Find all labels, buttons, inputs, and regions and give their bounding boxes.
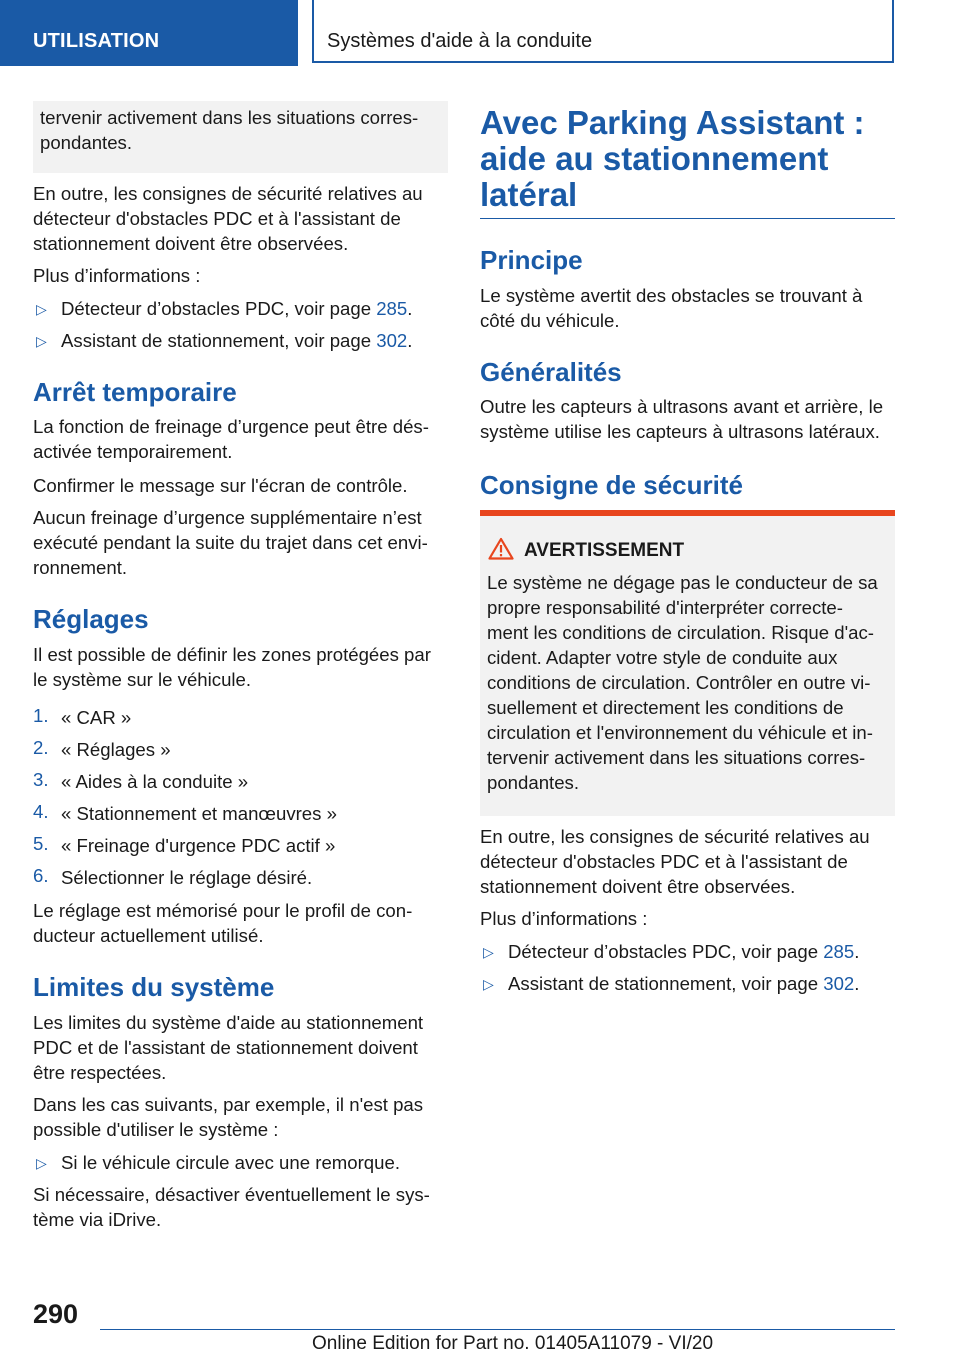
step-text: « Aides à la conduite » [61,771,249,792]
step-number: 5. [33,833,49,854]
paragraph-line: PDC et de l'assistant de stationnement doivent [33,1037,418,1058]
step-text: « Réglages » [61,739,171,760]
paragraph-line: Il est possible de définir les zones protégées par [33,644,431,665]
step-text: « Freinage d'urgence PDC actif » [61,835,336,856]
warning-line: circulation et l'environnement du véhicule et in- [487,722,873,743]
step-text: « Stationnement et manœuvres » [61,803,337,824]
warning-line: pondantes. [487,772,580,793]
step-number: 1. [33,705,49,726]
paragraph-line: activée temporairement. [33,441,233,462]
header-chapter-box [312,0,894,63]
warning-continuation-line: pondantes. [40,132,133,153]
more-info-label: Plus d’informations : [480,908,648,929]
triangle-bullet-icon: ▷ [36,333,47,349]
section-title-line: Avec Parking Assistant : [480,104,865,141]
reference-item [508,939,859,964]
title-underline [480,218,895,219]
footer-rule [100,1329,895,1330]
paragraph-line: système utilise les capteurs à ultrasons latéraux. [480,421,880,442]
reference-end: . [407,330,413,351]
paragraph-line: Dans les cas suivants, par exemple, il n'est pas [33,1094,424,1115]
paragraph-line: Si nécessaire, désactiver éventuellement le sys- [33,1184,430,1205]
step-text: « CAR » [61,707,132,728]
warning-line: Le système ne dégage pas le conducteur de sa [487,572,878,593]
paragraph-line: détecteur d'obstacles PDC et à l'assistant de [33,208,401,229]
chapter-title: Systèmes d'aide à la conduite [327,30,593,52]
reference-text: Détecteur d’obstacles PDC, voir page [508,941,824,962]
warning-line: propre responsabilité d'interpréter correcte- [487,597,843,618]
triangle-bullet-icon: ▷ [36,301,47,317]
bullet-text: Si le véhicule circule avec une remorque. [61,1152,400,1173]
page-link[interactable]: 285 [376,298,408,319]
step-text: Sélectionner le réglage désiré. [61,867,313,888]
paragraph-line: côté du véhicule. [480,310,620,331]
warning-triangle-icon [488,537,514,560]
step-number: 4. [33,801,49,822]
reference-text: Assistant de stationnement, voir page [61,330,377,351]
warning-line: cident. Adapter votre style de conduite aux [487,647,838,668]
section-title-line: aide au stationnement [480,140,829,177]
paragraph-line: détecteur d'obstacles PDC et à l'assistant de [480,851,848,872]
section-title-line: latéral [480,176,578,213]
warning-line: suellement et directement les conditions de [487,697,844,718]
step-number: 2. [33,737,49,758]
reference-item [61,328,412,353]
warning-line: tervenir activement dans les situations corres- [487,747,866,768]
triangle-bullet-icon: ▷ [483,976,494,992]
paragraph-line: possible d'utiliser le système : [33,1119,279,1140]
reference-end: . [854,973,860,994]
reference-item [508,971,859,996]
edition-label: Online Edition for Part no. 01405A11079 - VI/20 [312,1333,714,1354]
reference-text: Assistant de stationnement, voir page [508,973,824,994]
paragraph-line: Aucun freinage d’urgence supplémentaire n’est [33,507,422,528]
paragraph-line: ducteur actuellement utilisé. [33,925,264,946]
paragraph-line: Outre les capteurs à ultrasons avant et arrière, le [480,396,884,417]
triangle-bullet-icon: ▷ [36,1155,47,1171]
warning-line: ment les conditions de circulation. Risque d'ac- [487,622,874,643]
paragraph-line: exécuté pendant la suite du trajet dans cet envi- [33,532,428,553]
warning-title: AVERTISSEMENT [524,540,685,561]
paragraph-line: Le réglage est mémorisé pour le profil de con- [33,900,413,921]
paragraph-line: ronnement. [33,557,128,578]
heading-consigne: Consigne de sécurité [480,470,743,500]
heading-reglages: Réglages [33,604,149,634]
step-number: 3. [33,769,49,790]
more-info-label: Plus d’informations : [33,265,201,286]
paragraph-line: Le système avertit des obstacles se trouvant à [480,285,863,306]
paragraph-line: En outre, les consignes de sécurité relatives au [480,826,870,847]
page-link[interactable]: 302 [376,330,408,351]
reference-end: . [407,298,413,319]
reference-item [61,296,412,321]
header-section-tab [0,0,298,66]
page-link[interactable]: 285 [823,941,855,962]
paragraph-line: tème via iDrive. [33,1209,162,1230]
step-number: 6. [33,865,49,886]
reference-text: Détecteur d’obstacles PDC, voir page [61,298,377,319]
paragraph-line: La fonction de freinage d’urgence peut être dés- [33,416,429,437]
paragraph-line: En outre, les consignes de sécurité relatives au [33,183,423,204]
heading-generalites: Généralités [480,357,622,387]
paragraph-line: stationnement doivent être observées. [480,876,796,897]
triangle-bullet-icon: ▷ [483,944,494,960]
warning-continuation-line: tervenir activement dans les situations corres- [40,107,419,128]
page-number: 290 [33,1299,79,1329]
reference-end: . [854,941,860,962]
paragraph-line: Confirmer le message sur l'écran de contrôle. [33,475,408,496]
page-link[interactable]: 302 [823,973,855,994]
paragraph-line: Les limites du système d'aide au stationnement [33,1012,424,1033]
paragraph-line: le système sur le véhicule. [33,669,252,690]
paragraph-line: stationnement doivent être observées. [33,233,349,254]
heading-arret-temporaire: Arrêt temporaire [33,377,237,407]
heading-principe: Principe [480,245,583,275]
paragraph-line: être respectées. [33,1062,167,1083]
heading-limites: Limites du système [33,972,275,1002]
section-title: UTILISATION [33,30,160,52]
warning-line: conditions de circulation. Contrôler en outre vi- [487,672,871,693]
